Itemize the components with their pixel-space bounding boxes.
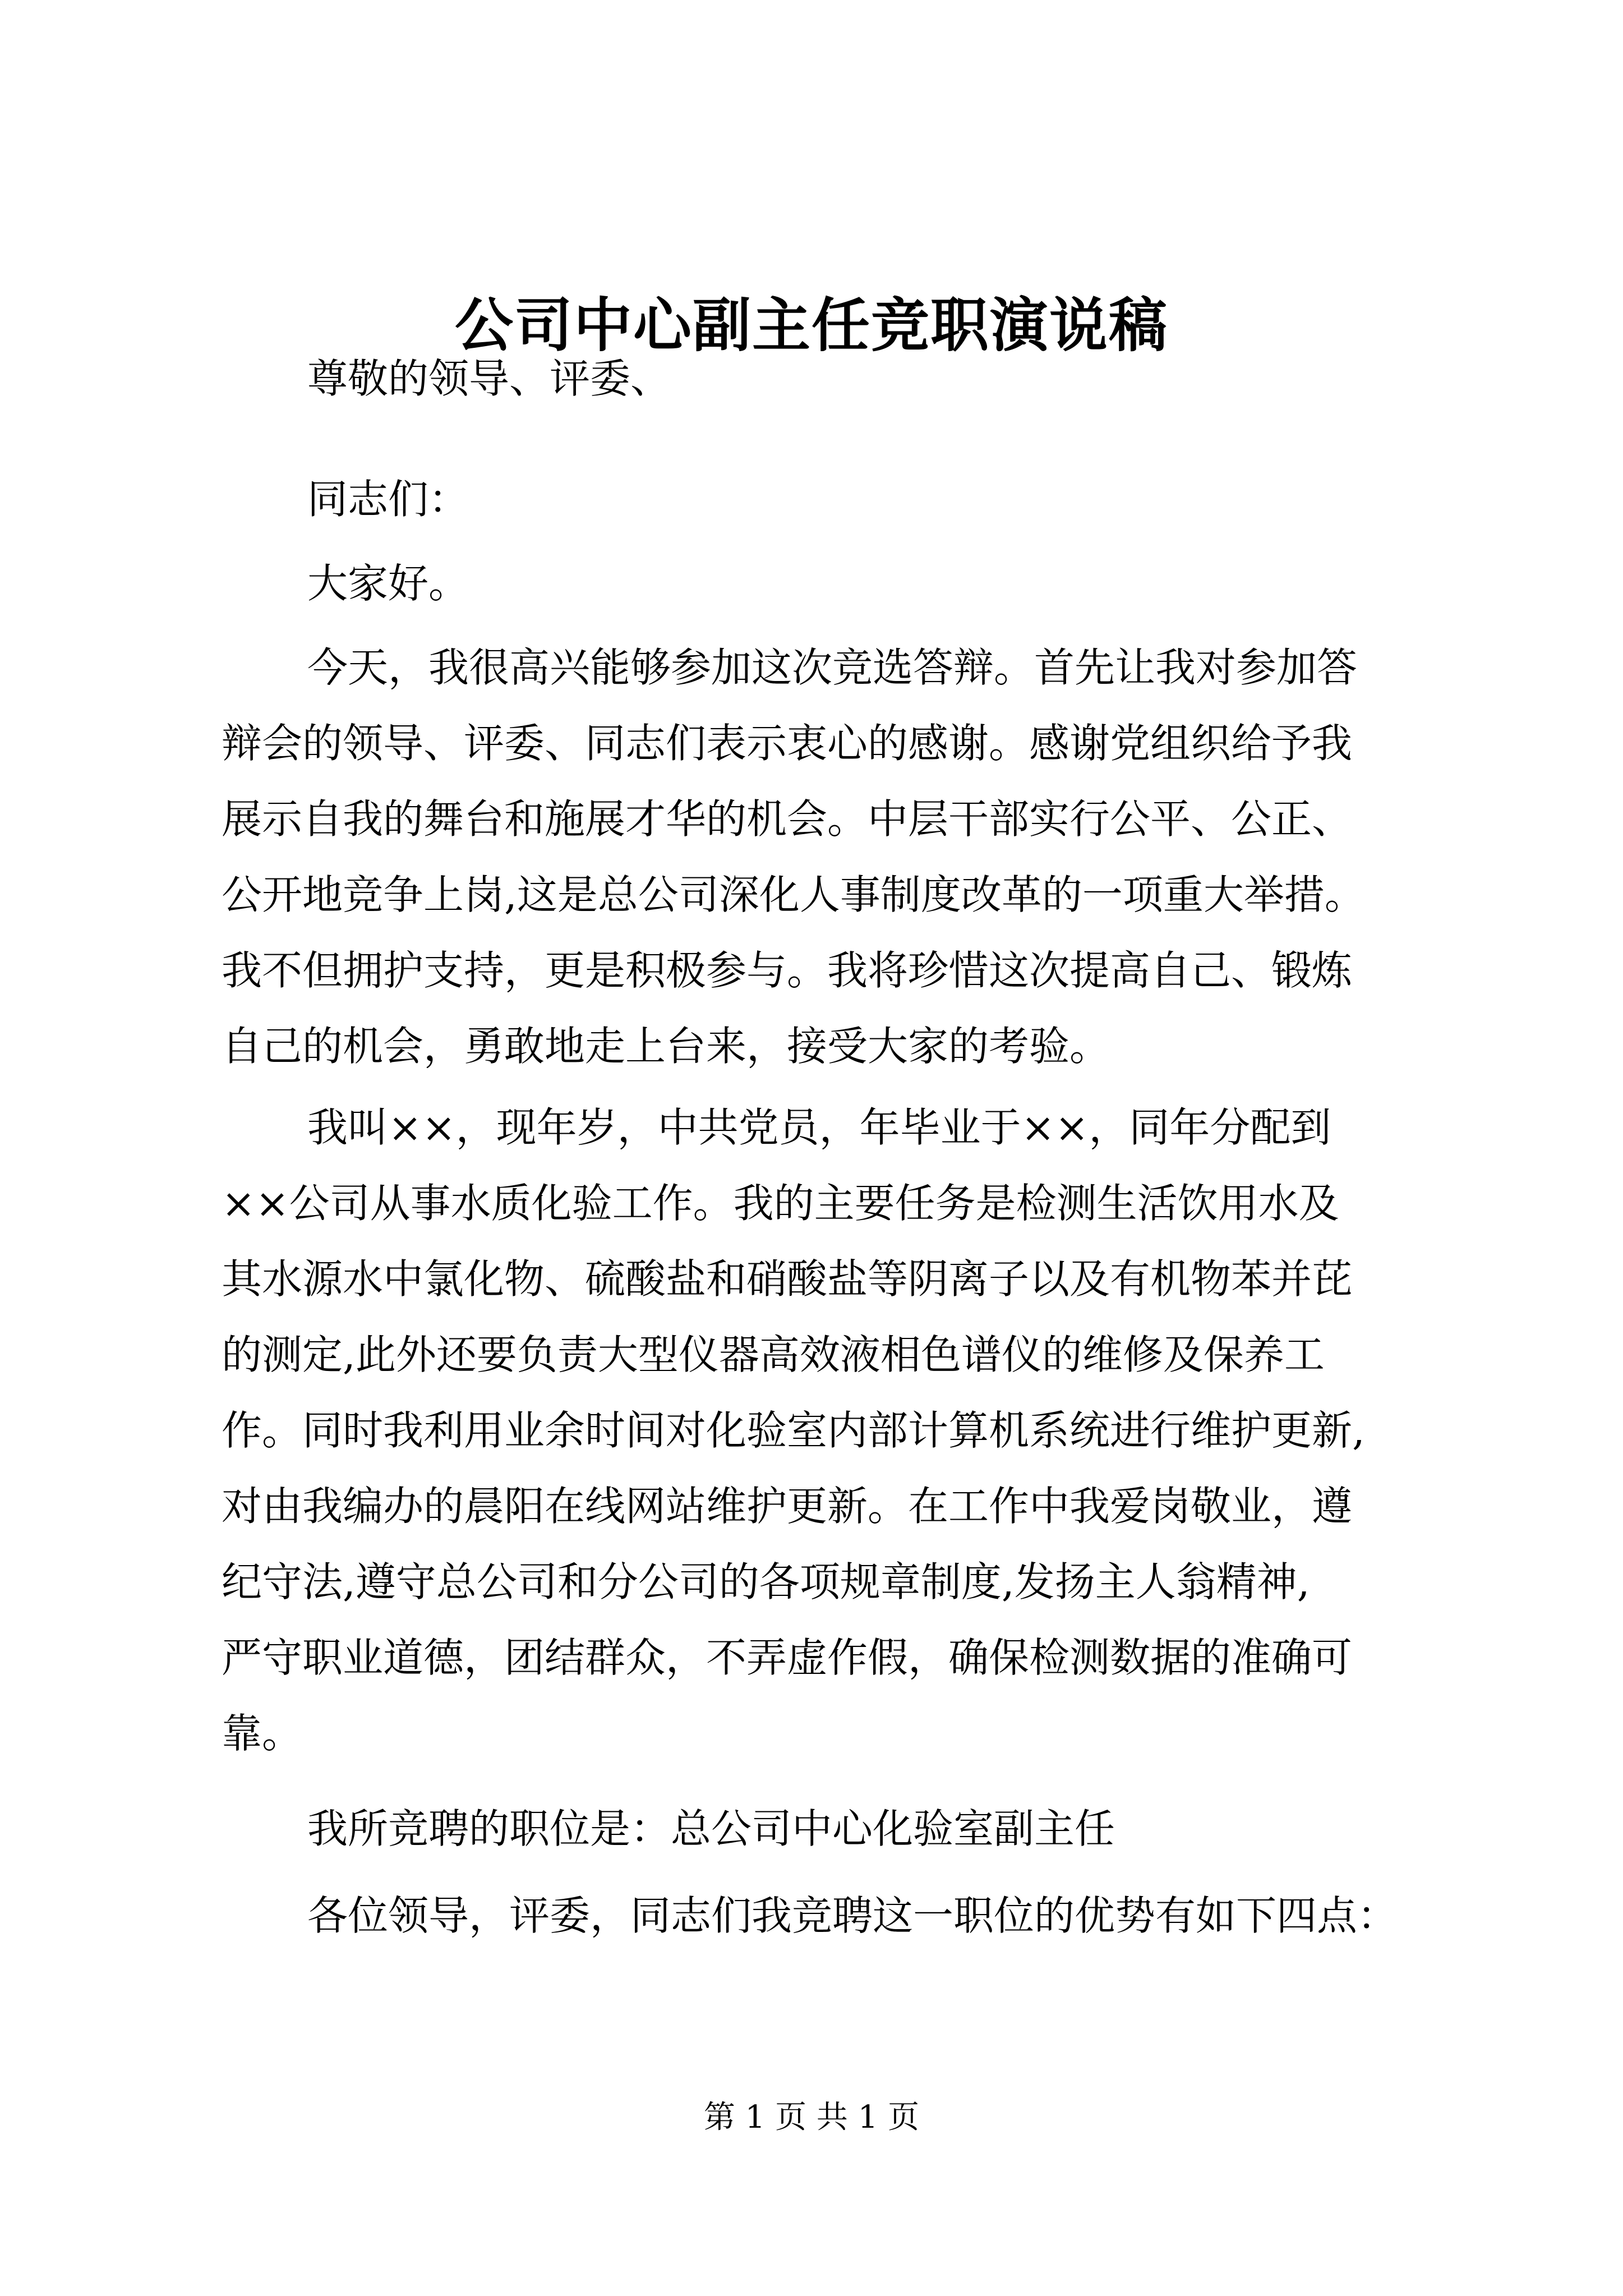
page-number-footer: 第 1 页 共 1 页 xyxy=(703,2099,920,2136)
salutation-line: 同志们： xyxy=(307,476,469,523)
paragraph-line: 其水源水中氯化物、硫酸盐和硝酸盐等阴离子以及有机物苯并芘 xyxy=(222,1255,1353,1303)
greeting-line: 大家好。 xyxy=(307,560,469,607)
paragraph-line: 的测定,此外还要负责大型仪器高效液相色谱仪的维修及保养工 xyxy=(222,1331,1325,1378)
paragraph-line: 自己的机会，勇敢地走上台来，接受大家的考验。 xyxy=(222,1023,1110,1070)
paragraph-line: 辩会的领导、评委、同志们表示衷心的感谢。感谢党组织给予我 xyxy=(222,720,1353,767)
paragraph-line: 我叫××，现年岁，中共党员，年毕业于××，同年分配到 xyxy=(307,1104,1331,1151)
document-title: 公司中心副主任竞职演说稿 xyxy=(454,291,1168,360)
paragraph-line: 作。同时我利用业余时间对化验室内部计算机系统进行维护更新, xyxy=(222,1407,1365,1454)
paragraph-line: 严守职业道德，团结群众，不弄虚作假，确保检测数据的准确可 xyxy=(222,1634,1353,1681)
paragraph-line: 纪守法,遵守总公司和分公司的各项规章制度,发扬主人翁精神, xyxy=(222,1558,1310,1605)
paragraph-line: 对由我编办的晨阳在线网站维护更新。在工作中我爱岗敬业，遵 xyxy=(222,1483,1353,1530)
paragraph-line: 展示自我的舞台和施展才华的机会。中层干部实行公平、公正、 xyxy=(222,795,1353,843)
paragraph-line: 靠。 xyxy=(222,1710,303,1757)
salutation-line: 尊敬的领导、评委、 xyxy=(307,355,671,402)
advantages-intro-line: 各位领导，评委，同志们我竞聘这一职位的优势有如下四点： xyxy=(307,1892,1398,1939)
paragraph-line: ××公司从事水质化验工作。我的主要任务是检测生活饮用水及 xyxy=(222,1180,1339,1227)
paragraph-line: 今天，我很高兴能够参加这次竞选答辩。首先让我对参加答 xyxy=(307,644,1358,691)
paragraph-line: 公开地竞争上岗,这是总公司深化人事制度改革的一项重大举措。 xyxy=(222,871,1365,918)
position-line: 我所竞聘的职位是：总公司中心化验室副主任 xyxy=(307,1805,1115,1852)
paragraph-line: 我不但拥护支持，更是积极参与。我将珍惜这次提高自己、锻炼 xyxy=(222,947,1353,994)
